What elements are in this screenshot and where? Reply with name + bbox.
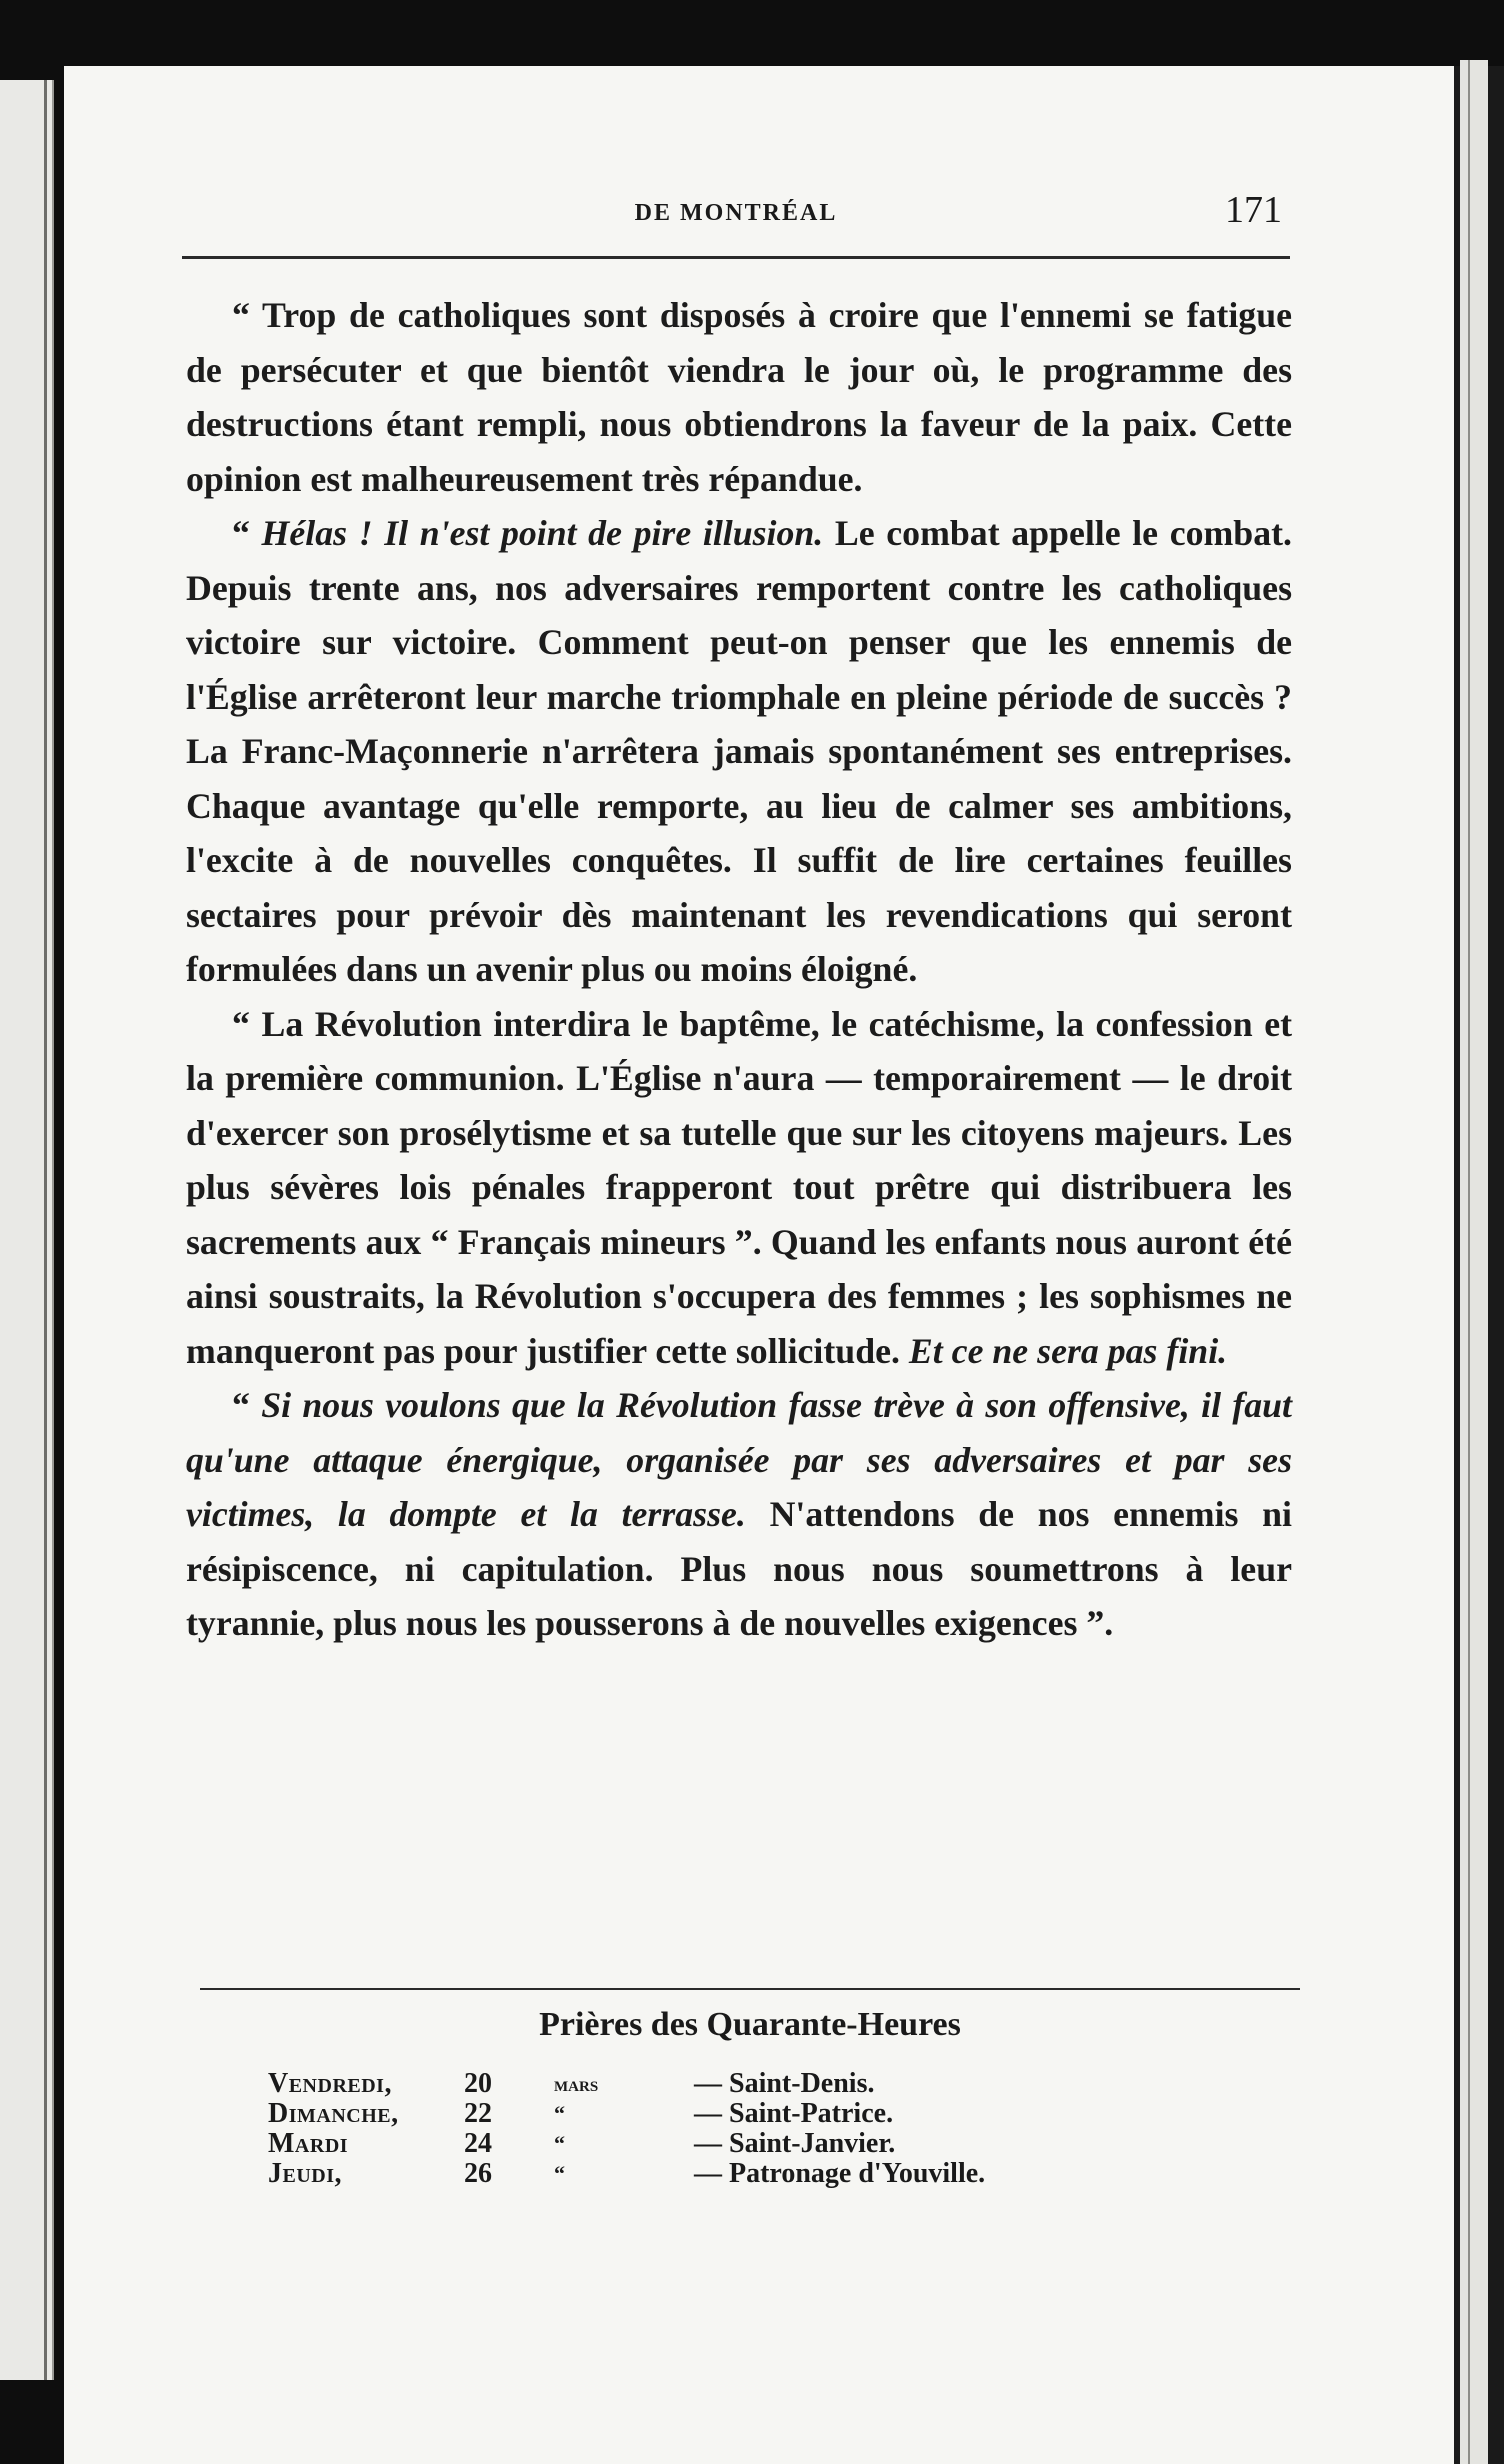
schedule-date: 26: [464, 2158, 492, 2189]
schedule-row: [268, 2128, 1268, 2158]
paragraph-3-italic: Et ce ne sera pas fini.: [908, 1330, 1228, 1371]
schedule-day: Vendredi,: [268, 2068, 392, 2099]
schedule-day: Dimanche,: [268, 2098, 399, 2129]
schedule-row: [268, 2068, 1268, 2098]
schedule-date: 22: [464, 2098, 492, 2129]
facing-page-fold: [44, 80, 47, 2380]
body-text: [186, 288, 1292, 1651]
section-rule: [200, 1988, 1300, 1990]
paragraph-2-text: Le combat appelle le combat. Depuis trente ans, nos adversaires remportent contre les catholiques victoire sur victoire. Comment peut-on penser que les ennemis de l'Église arrêteront leur marche triomphale en pleine période de succès ? La Franc-Maçonnerie n'arrêtera jamais spontanément ses entreprises. Chaque avantage qu'elle remporte, au lieu de calmer ses ambitions, l'excite à de nouvelles conquêtes. Il suffit de lire certaines feuilles sectaires pour prévoir dès maintenant les revendications qui seront formulées dans un avenir plus ou moins éloigné.: [186, 513, 1292, 989]
schedule-place: — Saint-Janvier.: [694, 2128, 896, 2159]
schedule-month: “: [554, 2131, 565, 2156]
prayers-schedule: [268, 2068, 1268, 2188]
prayers-title: Prières des Quarante-Heures: [539, 2006, 961, 2043]
schedule-row: [268, 2098, 1268, 2128]
running-head: DE MONTRÉAL: [634, 200, 838, 226]
schedule-place: — Saint-Denis.: [694, 2068, 875, 2099]
page-number: 171: [1225, 189, 1282, 231]
schedule-date: 24: [464, 2128, 492, 2159]
header-rule: [182, 256, 1290, 259]
paragraph-2-italic: Hélas ! Il n'est point de pire illusion.: [261, 513, 824, 553]
paragraph-2-lead: “: [232, 513, 262, 553]
page-stack-line: [1468, 60, 1470, 2464]
schedule-row: [268, 2158, 1268, 2188]
paragraph-1: [186, 288, 1292, 506]
schedule-place: — Saint-Patrice.: [694, 2098, 894, 2129]
paragraph-2: [186, 506, 1292, 997]
paragraph-4-italic: Si nous voulons que la Révolution fasse trève à son offensive, il faut qu'une attaque énergique, organisée par ses adversaires et par ses victimes, la dompte et la terrasse.: [186, 1385, 1292, 1534]
schedule-date: 20: [464, 2068, 492, 2099]
paragraph-4-text: N'attendons de nos ennemis ni résipiscence, ni capitulation. Plus nous nous soumettrons à leur tyrannie, plus nous les pousserons à de nouvelles exigences ”.: [186, 1494, 1292, 1643]
paragraph-4: [186, 1378, 1292, 1651]
schedule-month: “: [554, 2161, 565, 2186]
paragraph-4-lead: “: [232, 1385, 262, 1425]
schedule-month: “: [554, 2101, 565, 2126]
schedule-month: mars: [554, 2071, 599, 2096]
paragraph-3-text: “ La Révolution interdira le baptême, le catéchisme, la confession et la première communion. L'Église n'aura — temporairement — le droit d'exercer son prosélytisme et sa tutelle que sur les citoyens majeurs. Les plus sévères lois pénales frapperont tout prêtre qui distribuera les sacrements aux “ Français mineurs ”. Quand les enfants nous auront été ainsi soustraits, la Révolution s'occupera des femmes ; les sophismes ne manqueront pas pour justifier cette sollicitude.: [186, 1003, 1292, 1371]
paragraph-1-text: “ Trop de catholiques sont disposés à croire que l'ennemi se fatigue de persécuter et que bientôt viendra le jour où, le programme des destructions étant rempli, nous obtiendrons la faveur de la paix. Cette opinion est malheureusement très répandue.: [186, 295, 1292, 499]
page-header: [182, 188, 1290, 248]
schedule-day: Mardi: [268, 2128, 349, 2159]
paragraph-3: [186, 997, 1292, 1379]
page-stack-edge: [1460, 60, 1488, 2464]
schedule-place: — Patronage d'Youville.: [694, 2158, 986, 2189]
schedule-day: Jeudi,: [268, 2158, 343, 2189]
